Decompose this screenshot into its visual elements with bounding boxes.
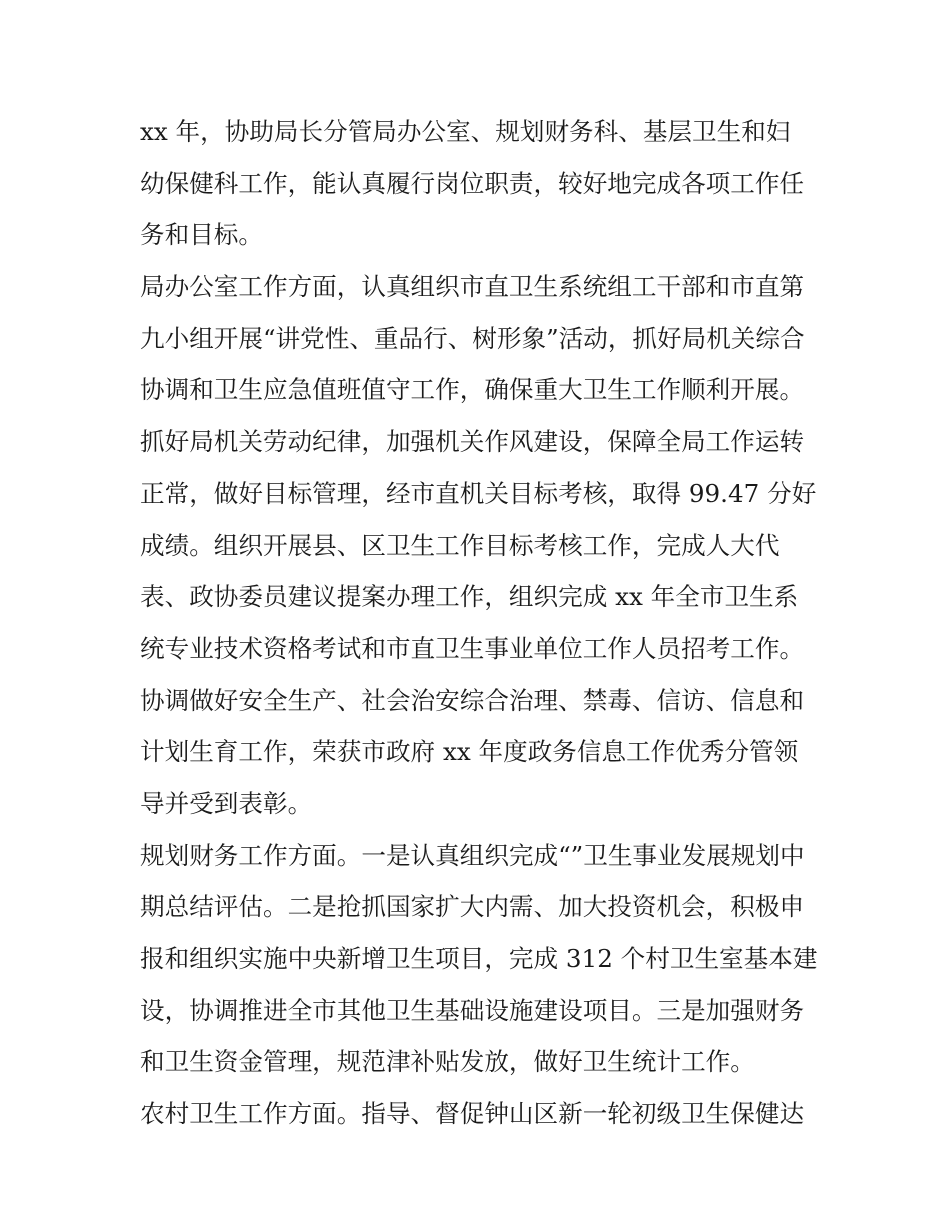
text-line: 规划财务工作方面。一是认真组织完成“”卫生事业发展规划中 xyxy=(140,840,805,870)
text-line: 设，协调推进全市其他卫生基础设施建设项目。三是加强财务 xyxy=(140,995,805,1025)
text-line: 协调做好安全生产、社会治安综合治理、禁毒、信访、信息和 xyxy=(140,685,805,715)
text-line: 局办公室工作方面，认真组织市直卫生系统组工干部和市直第 xyxy=(140,272,805,302)
text-line: 正常，做好目标管理，经市直机关目标考核，取得 99.47 分好 xyxy=(140,478,817,508)
document-body xyxy=(140,106,820,1140)
text-line: 报和组织实施中央新增卫生项目，完成 312 个村卫生室基本建 xyxy=(140,944,818,973)
text-line: xx 年，协助局长分管局办公室、规划财务科、基层卫生和妇 xyxy=(140,117,791,146)
text-line: 期总结评估。二是抢抓国家扩大内需、加大投资机会，积极申 xyxy=(140,892,805,922)
text-line: 务和目标。 xyxy=(140,220,263,250)
text-line: 统专业技术资格考试和市直卫生事业单位工作人员招考工作。 xyxy=(140,633,805,663)
text-line: 成绩。组织开展县、区卫生工作目标考核工作，完成人大代 xyxy=(140,530,780,560)
text-line: 导并受到表彰。 xyxy=(140,788,313,818)
text-line: 和卫生资金管理，规范津补贴发放，做好卫生统计工作。 xyxy=(140,1047,755,1077)
text-line: 农村卫生工作方面。指导、督促钟山区新一轮初级卫生保健达 xyxy=(140,1099,805,1129)
text-line: 表、政协委员建议提案办理工作，组织完成 xx 年全市卫生系 xyxy=(140,582,799,612)
text-line: 幼保健科工作，能认真履行岗位职责，较好地完成各项工作任 xyxy=(140,168,805,198)
text-line: 协调和卫生应急值班值守工作，确保重大卫生工作顺利开展。 xyxy=(140,375,805,405)
text-line: 抓好局机关劳动纪律，加强机关作风建设，保障全局工作运转 xyxy=(140,427,805,457)
text-line: 九小组开展“讲党性、重品行、树形象”活动，抓好局机关综合 xyxy=(140,323,805,353)
text-line: 计划生育工作，荣获市政府 xx 年度政务信息工作优秀分管领 xyxy=(140,737,799,767)
